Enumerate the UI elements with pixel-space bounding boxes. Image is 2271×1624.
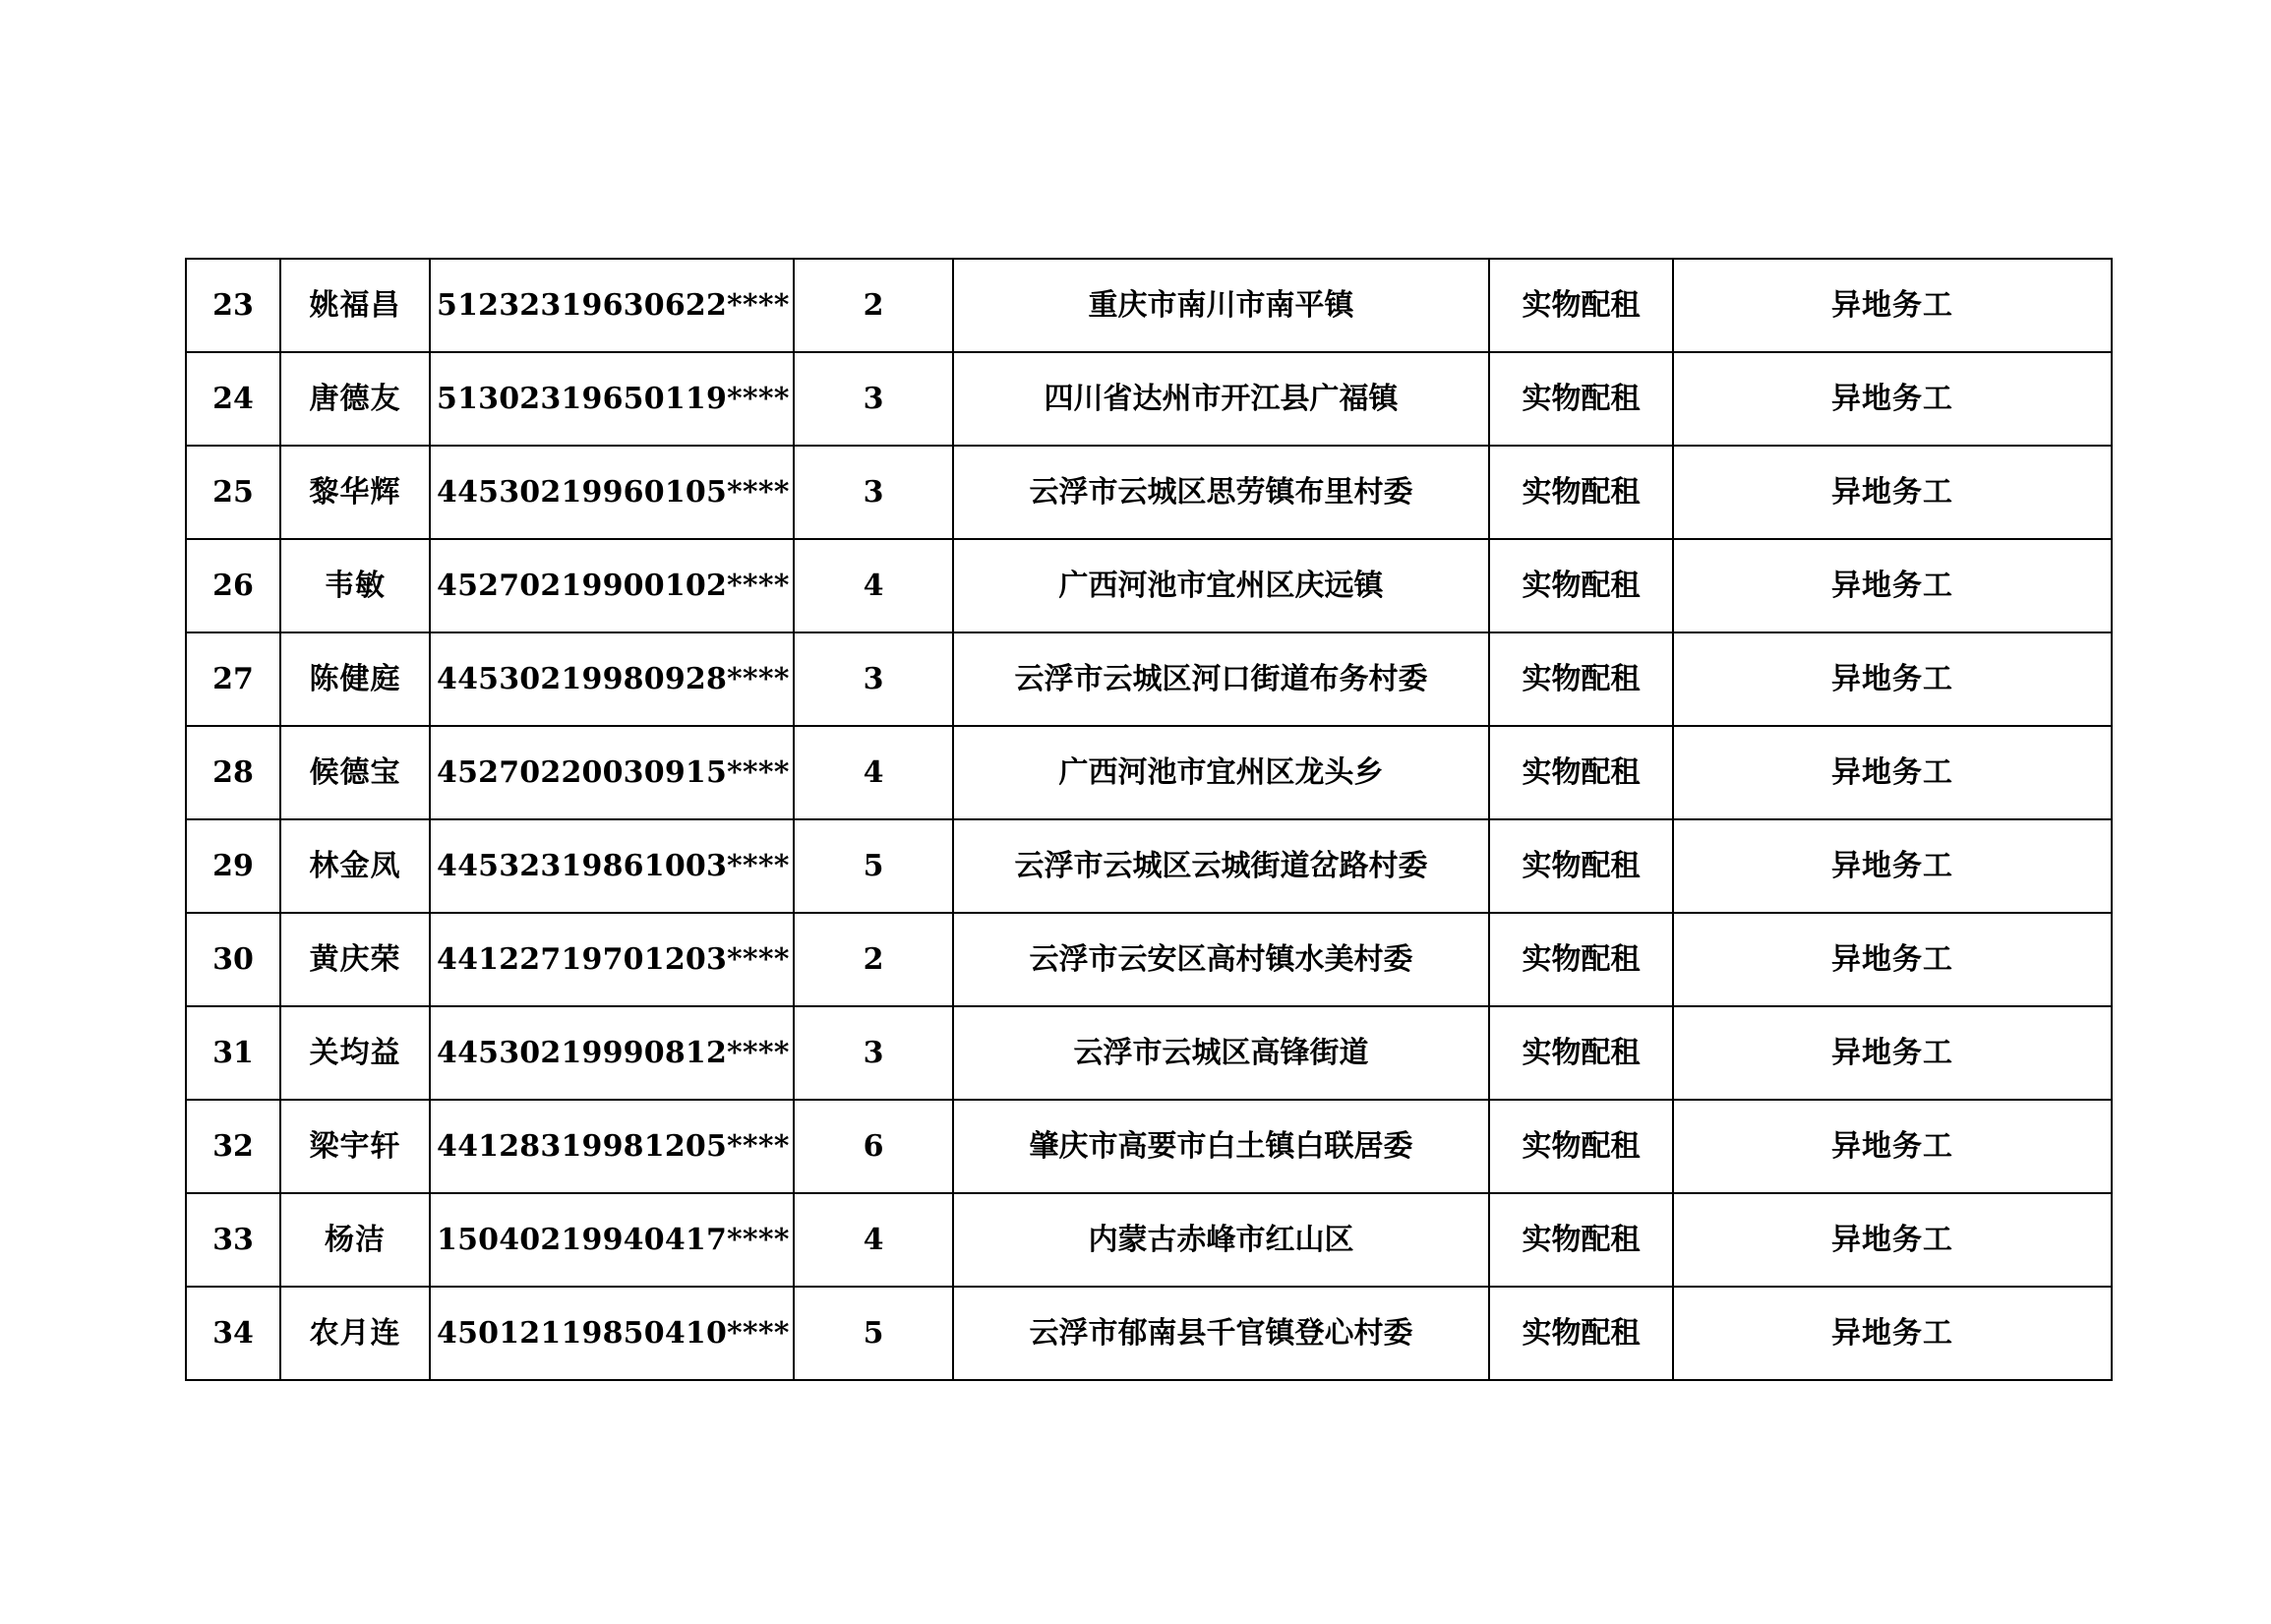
row-support-type: 实物配租: [1489, 259, 1673, 352]
row-people-count: 3: [794, 352, 953, 446]
row-support-type: 实物配租: [1489, 1006, 1673, 1100]
row-household-address: 重庆市南川市南平镇: [953, 259, 1489, 352]
row-household-address: 云浮市云城区高锋街道: [953, 1006, 1489, 1100]
row-household-address: 云浮市郁南县千官镇登心村委: [953, 1287, 1489, 1380]
table-row: [186, 1006, 2112, 1100]
row-reason: 异地务工: [1673, 352, 2112, 446]
row-index: 23: [186, 259, 280, 352]
row-reason: 异地务工: [1673, 632, 2112, 726]
row-household-address: 云浮市云城区河口街道布务村委: [953, 632, 1489, 726]
row-support-type: 实物配租: [1489, 819, 1673, 913]
row-people-count: 4: [794, 1193, 953, 1287]
row-support-type: 实物配租: [1489, 1100, 1673, 1193]
row-id-number: 45270219900102****: [430, 539, 794, 632]
row-index: 26: [186, 539, 280, 632]
row-name: 黄庆荣: [280, 913, 430, 1006]
row-people-count: 3: [794, 446, 953, 539]
table-row: [186, 819, 2112, 913]
row-index: 24: [186, 352, 280, 446]
row-name: 唐德友: [280, 352, 430, 446]
row-index: 34: [186, 1287, 280, 1380]
row-name: 杨洁: [280, 1193, 430, 1287]
row-support-type: 实物配租: [1489, 632, 1673, 726]
row-index: 33: [186, 1193, 280, 1287]
row-reason: 异地务工: [1673, 726, 2112, 819]
row-support-type: 实物配租: [1489, 726, 1673, 819]
row-name: 陈健庭: [280, 632, 430, 726]
row-people-count: 4: [794, 539, 953, 632]
row-index: 32: [186, 1100, 280, 1193]
row-support-type: 实物配租: [1489, 1193, 1673, 1287]
row-index: 30: [186, 913, 280, 1006]
table-row: [186, 1287, 2112, 1380]
row-id-number: 44122719701203****: [430, 913, 794, 1006]
row-people-count: 5: [794, 819, 953, 913]
table-row: [186, 446, 2112, 539]
row-household-address: 广西河池市宜州区庆远镇: [953, 539, 1489, 632]
row-support-type: 实物配租: [1489, 539, 1673, 632]
row-index: 31: [186, 1006, 280, 1100]
row-household-address: 云浮市云安区高村镇水美村委: [953, 913, 1489, 1006]
row-people-count: 6: [794, 1100, 953, 1193]
row-reason: 异地务工: [1673, 446, 2112, 539]
row-name: 黎华辉: [280, 446, 430, 539]
row-id-number: 15040219940417****: [430, 1193, 794, 1287]
row-index: 27: [186, 632, 280, 726]
row-name: 姚福昌: [280, 259, 430, 352]
row-reason: 异地务工: [1673, 539, 2112, 632]
applicant-table: [185, 258, 2113, 1381]
applicant-table-container: [185, 258, 2111, 1381]
table-row: [186, 913, 2112, 1006]
row-support-type: 实物配租: [1489, 913, 1673, 1006]
row-household-address: 肇庆市高要市白土镇白联居委: [953, 1100, 1489, 1193]
row-reason: 异地务工: [1673, 819, 2112, 913]
table-body: [186, 259, 2112, 1380]
row-id-number: 51232319630622****: [430, 259, 794, 352]
row-name: 关均益: [280, 1006, 430, 1100]
row-id-number: 44530219960105****: [430, 446, 794, 539]
row-household-address: 云浮市云城区思劳镇布里村委: [953, 446, 1489, 539]
row-id-number: 44530219990812****: [430, 1006, 794, 1100]
row-reason: 异地务工: [1673, 1006, 2112, 1100]
row-reason: 异地务工: [1673, 1100, 2112, 1193]
row-id-number: 45270220030915****: [430, 726, 794, 819]
row-household-address: 云浮市云城区云城街道岔路村委: [953, 819, 1489, 913]
row-index: 28: [186, 726, 280, 819]
row-people-count: 3: [794, 1006, 953, 1100]
table-row: [186, 352, 2112, 446]
row-id-number: 45012119850410****: [430, 1287, 794, 1380]
row-id-number: 51302319650119****: [430, 352, 794, 446]
table-row: [186, 632, 2112, 726]
row-support-type: 实物配租: [1489, 352, 1673, 446]
row-people-count: 4: [794, 726, 953, 819]
row-reason: 异地务工: [1673, 913, 2112, 1006]
row-people-count: 2: [794, 259, 953, 352]
row-id-number: 44128319981205****: [430, 1100, 794, 1193]
row-household-address: 四川省达州市开江县广福镇: [953, 352, 1489, 446]
row-index: 29: [186, 819, 280, 913]
row-support-type: 实物配租: [1489, 446, 1673, 539]
table-row: [186, 1193, 2112, 1287]
row-index: 25: [186, 446, 280, 539]
row-people-count: 5: [794, 1287, 953, 1380]
row-reason: 异地务工: [1673, 1287, 2112, 1380]
table-row: [186, 726, 2112, 819]
row-id-number: 44532319861003****: [430, 819, 794, 913]
table-row: [186, 259, 2112, 352]
row-people-count: 3: [794, 632, 953, 726]
row-household-address: 广西河池市宜州区龙头乡: [953, 726, 1489, 819]
row-people-count: 2: [794, 913, 953, 1006]
row-reason: 异地务工: [1673, 1193, 2112, 1287]
row-name: 梁宇轩: [280, 1100, 430, 1193]
row-name: 农月连: [280, 1287, 430, 1380]
row-name: 林金凤: [280, 819, 430, 913]
row-id-number: 44530219980928****: [430, 632, 794, 726]
table-row: [186, 539, 2112, 632]
row-household-address: 内蒙古赤峰市红山区: [953, 1193, 1489, 1287]
row-name: 韦敏: [280, 539, 430, 632]
row-name: 候德宝: [280, 726, 430, 819]
table-row: [186, 1100, 2112, 1193]
row-reason: 异地务工: [1673, 259, 2112, 352]
row-support-type: 实物配租: [1489, 1287, 1673, 1380]
